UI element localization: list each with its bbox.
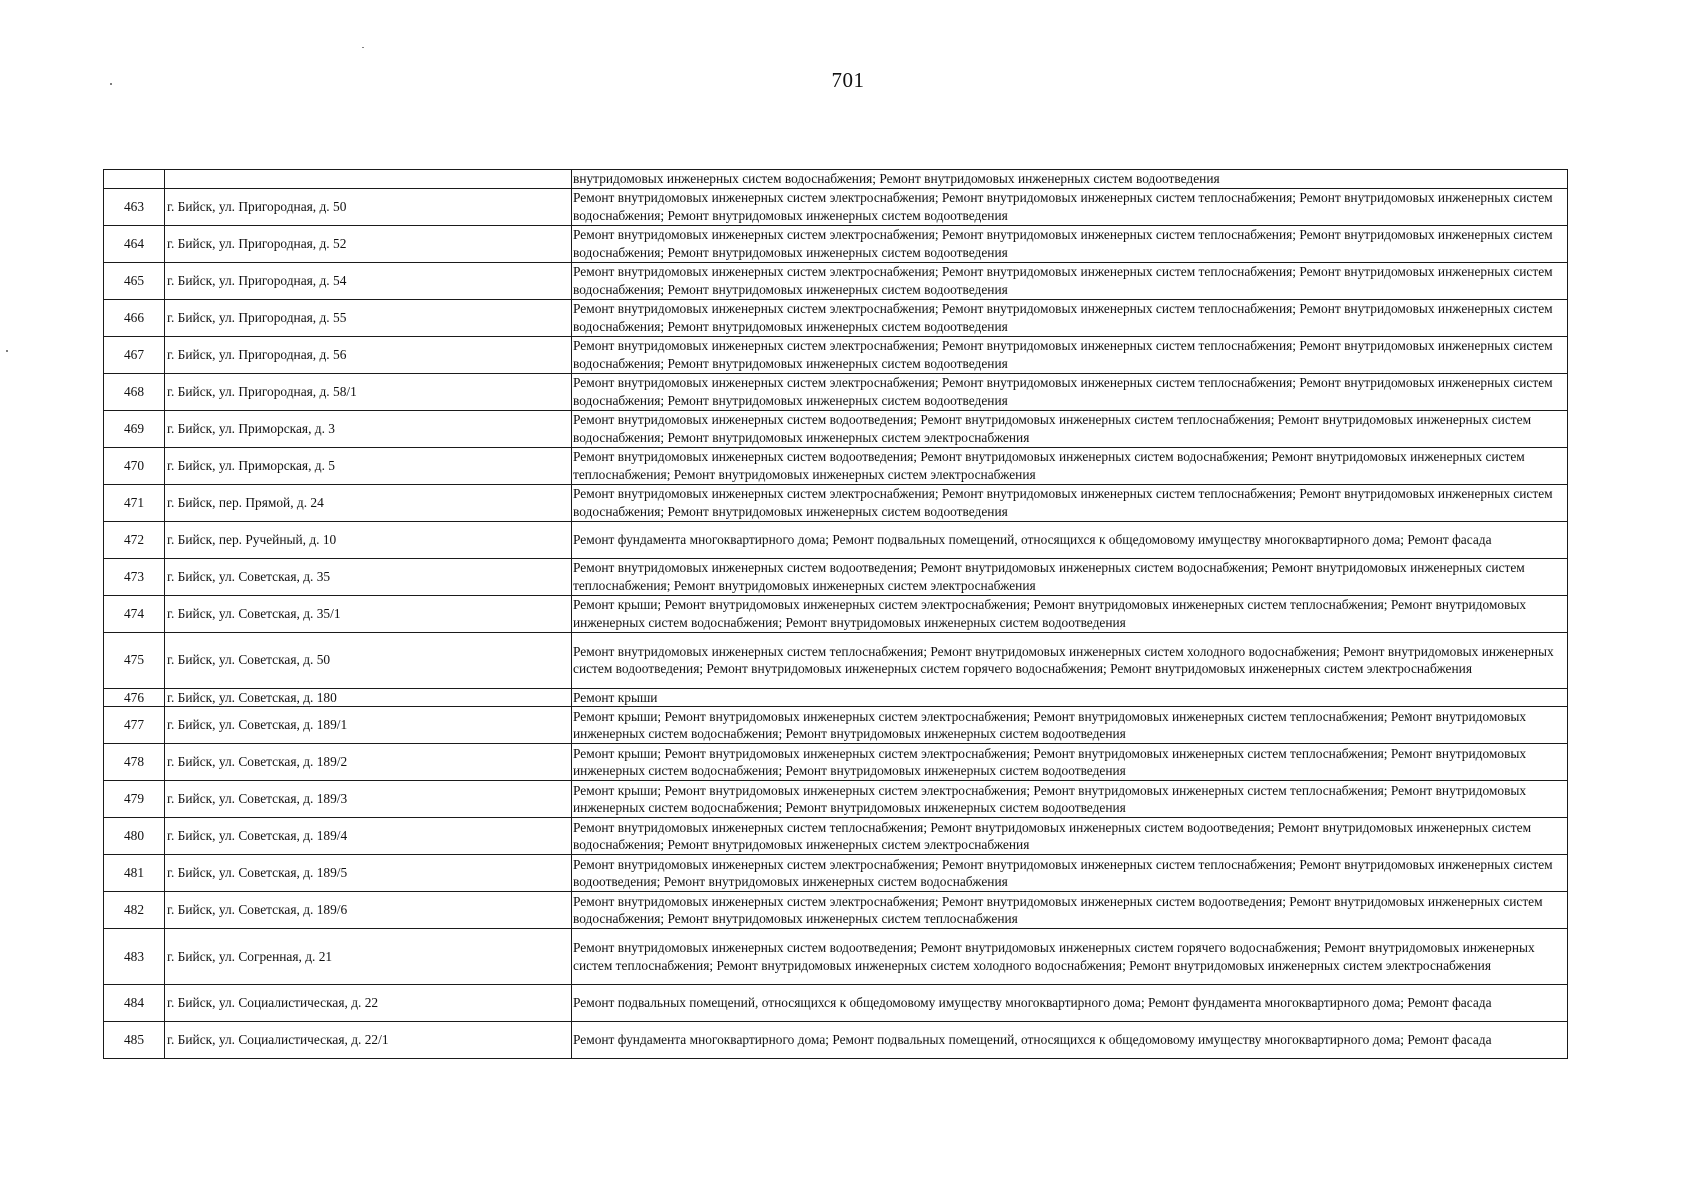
address-cell: г. Бийск, ул. Советская, д. 35 [165,558,572,595]
table-row [104,855,1568,892]
repair-works-cell: Ремонт внутридомовых инженерных систем теплоснабжения; Ремонт внутридомовых инженерных систем водоотведения; Ремонт внутридомовых инженерных систем водоснабжения; Ремонт внутридомовых инженерных систем электроснабжения [572,818,1568,855]
table-row [104,818,1568,855]
row-number-cell: 468 [104,373,165,410]
scan-speck [6,350,8,352]
table-row [104,188,1568,225]
housing-repair-table [103,169,1568,1059]
row-number-cell: 483 [104,929,165,985]
table-row [104,595,1568,632]
table-row [104,707,1568,744]
repair-works-cell: Ремонт фундамента многоквартирного дома; Ремонт подвальных помещений, относящихся к общедомовому имуществу многоквартирного дома; Ремонт фасада [572,521,1568,558]
repair-works-cell: Ремонт внутридомовых инженерных систем водоотведения; Ремонт внутридомовых инженерных систем водоснабжения; Ремонт внутридомовых инженерных систем теплоснабжения; Ремонт внутридомовых инженерных систем электроснабжения [572,447,1568,484]
row-number-cell: 470 [104,447,165,484]
address-cell: г. Бийск, ул. Советская, д. 50 [165,632,572,688]
table-row [104,688,1568,707]
address-cell: г. Бийск, ул. Пригородная, д. 55 [165,299,572,336]
table-row [104,929,1568,985]
repair-works-cell: Ремонт подвальных помещений, относящихся к общедомовому имуществу многоквартирного дома; Ремонт фундамента многоквартирного дома; Ремонт фасада [572,985,1568,1022]
repair-works-cell: Ремонт внутридомовых инженерных систем электроснабжения; Ремонт внутридомовых инженерных систем теплоснабжения; Ремонт внутридомовых инженерных систем водоснабжения; Ремонт внутридомовых инженерных систем водоотведения [572,299,1568,336]
row-number-cell: 481 [104,855,165,892]
address-cell: г. Бийск, ул. Пригородная, д. 56 [165,336,572,373]
address-cell: г. Бийск, пер. Прямой, д. 24 [165,484,572,521]
repair-works-cell: Ремонт внутридомовых инженерных систем водоотведения; Ремонт внутридомовых инженерных систем водоснабжения; Ремонт внутридомовых инженерных систем теплоснабжения; Ремонт внутридомовых инженерных систем электроснабжения [572,558,1568,595]
address-cell: г. Бийск, ул. Советская, д. 35/1 [165,595,572,632]
row-number-cell [104,170,165,189]
repair-works-cell: Ремонт внутридомовых инженерных систем электроснабжения; Ремонт внутридомовых инженерных систем теплоснабжения; Ремонт внутридомовых инженерных систем водоотведения; Ремонт внутридомовых инженерных систем водоснабжения [572,855,1568,892]
repair-works-cell: Ремонт фундамента многоквартирного дома; Ремонт подвальных помещений, относящихся к общедомовому имуществу многоквартирного дома; Ремонт фасада [572,1022,1568,1059]
row-number-cell: 485 [104,1022,165,1059]
address-cell: г. Бийск, ул. Советская, д. 189/2 [165,744,572,781]
address-cell: г. Бийск, ул. Советская, д. 189/6 [165,892,572,929]
table-row [104,1022,1568,1059]
address-cell: г. Бийск, ул. Советская, д. 189/5 [165,855,572,892]
row-number-cell: 475 [104,632,165,688]
address-cell: г. Бийск, ул. Пригородная, д. 54 [165,262,572,299]
row-number-cell: 474 [104,595,165,632]
table-row [104,521,1568,558]
repair-works-cell: Ремонт внутридомовых инженерных систем электроснабжения; Ремонт внутридомовых инженерных систем теплоснабжения; Ремонт внутридомовых инженерных систем водоснабжения; Ремонт внутридомовых инженерных систем водоотведения [572,225,1568,262]
row-number-cell: 464 [104,225,165,262]
scan-speck [110,83,112,85]
repair-works-cell: Ремонт внутридомовых инженерных систем теплоснабжения; Ремонт внутридомовых инженерных систем холодного водоснабжения; Ремонт внутридомовых инженерных систем водоотведения; Ремонт внутридомовых инженерных систем горячего водоснабжения; Ремонт внутридомовых инженерных систем электроснабжения [572,632,1568,688]
repair-works-cell: Ремонт внутридомовых инженерных систем электроснабжения; Ремонт внутридомовых инженерных систем водоотведения; Ремонт внутридомовых инженерных систем водоснабжения; Ремонт внутридомовых инженерных систем теплоснабжения [572,892,1568,929]
table-row [104,892,1568,929]
row-number-cell: 473 [104,558,165,595]
address-cell: г. Бийск, ул. Приморская, д. 3 [165,410,572,447]
table-row [104,336,1568,373]
row-number-cell: 484 [104,985,165,1022]
address-cell: г. Бийск, ул. Социалистическая, д. 22/1 [165,1022,572,1059]
row-number-cell: 472 [104,521,165,558]
row-number-cell: 479 [104,781,165,818]
address-cell: г. Бийск, ул. Пригородная, д. 58/1 [165,373,572,410]
repair-works-cell: Ремонт внутридомовых инженерных систем водоотведения; Ремонт внутридомовых инженерных систем теплоснабжения; Ремонт внутридомовых инженерных систем водоснабжения; Ремонт внутридомовых инженерных систем электроснабжения [572,410,1568,447]
address-cell: г. Бийск, пер. Ручейный, д. 10 [165,521,572,558]
address-cell: г. Бийск, ул. Приморская, д. 5 [165,447,572,484]
table-row [104,410,1568,447]
address-cell [165,170,572,189]
page-number: 701 [831,68,865,92]
repair-works-cell: внутридомовых инженерных систем водоснабжения; Ремонт внутридомовых инженерных систем водоотведения [572,170,1568,189]
table-row [104,225,1568,262]
row-number-cell: 466 [104,299,165,336]
table-row [104,484,1568,521]
address-cell: г. Бийск, ул. Пригородная, д. 52 [165,225,572,262]
row-number-cell: 465 [104,262,165,299]
row-number-cell: 463 [104,188,165,225]
repair-works-cell: Ремонт внутридомовых инженерных систем электроснабжения; Ремонт внутридомовых инженерных систем теплоснабжения; Ремонт внутридомовых инженерных систем водоснабжения; Ремонт внутридомовых инженерных систем водоотведения [572,336,1568,373]
table-row [104,262,1568,299]
repair-works-cell: Ремонт внутридомовых инженерных систем водоотведения; Ремонт внутридомовых инженерных систем горячего водоснабжения; Ремонт внутридомовых инженерных систем теплоснабжения; Ремонт внутридомовых инженерных систем холодного водоснабжения; Ремонт внутридомовых инженерных систем электроснабжения [572,929,1568,985]
address-cell: г. Бийск, ул. Социалистическая, д. 22 [165,985,572,1022]
address-cell: г. Бийск, ул. Советская, д. 180 [165,688,572,707]
table-row [104,781,1568,818]
table-row [104,447,1568,484]
address-cell: г. Бийск, ул. Советская, д. 189/1 [165,707,572,744]
table-row [104,299,1568,336]
table-row [104,632,1568,688]
row-number-cell: 476 [104,688,165,707]
repair-works-cell: Ремонт внутридомовых инженерных систем электроснабжения; Ремонт внутридомовых инженерных систем теплоснабжения; Ремонт внутридомовых инженерных систем водоснабжения; Ремонт внутридомовых инженерных систем водоотведения [572,188,1568,225]
scan-speck [362,47,364,48]
row-number-cell: 478 [104,744,165,781]
row-number-cell: 469 [104,410,165,447]
address-cell: г. Бийск, ул. Советская, д. 189/4 [165,818,572,855]
table-row [104,744,1568,781]
table-row [104,170,1568,189]
repair-works-cell: Ремонт крыши; Ремонт внутридомовых инженерных систем электроснабжения; Ремонт внутридомовых инженерных систем теплоснабжения; Ремонт внутридомовых инженерных систем водоснабжения; Ремонт внутридомовых инженерных систем водоотведения [572,744,1568,781]
row-number-cell: 480 [104,818,165,855]
table-row [104,558,1568,595]
table-row [104,373,1568,410]
address-cell: г. Бийск, ул. Согренная, д. 21 [165,929,572,985]
row-number-cell: 477 [104,707,165,744]
repair-works-cell: Ремонт крыши; Ремонт внутридомовых инженерных систем электроснабжения; Ремонт внутридомовых инженерных систем теплоснабжения; Ремонт внутридомовых инженерных систем водоснабжения; Ремонт внутридомовых инженерных систем водоотведения [572,707,1568,744]
repair-works-cell: Ремонт крыши [572,688,1568,707]
table-row [104,985,1568,1022]
address-cell: г. Бийск, ул. Пригородная, д. 50 [165,188,572,225]
repair-works-cell: Ремонт внутридомовых инженерных систем электроснабжения; Ремонт внутридомовых инженерных систем теплоснабжения; Ремонт внутридомовых инженерных систем водоснабжения; Ремонт внутридомовых инженерных систем водоотведения [572,484,1568,521]
repair-works-cell: Ремонт крыши; Ремонт внутридомовых инженерных систем электроснабжения; Ремонт внутридомовых инженерных систем теплоснабжения; Ремонт внутридомовых инженерных систем водоснабжения; Ремонт внутридомовых инженерных систем водоотведения [572,781,1568,818]
address-cell: г. Бийск, ул. Советская, д. 189/3 [165,781,572,818]
row-number-cell: 482 [104,892,165,929]
row-number-cell: 467 [104,336,165,373]
repair-works-cell: Ремонт внутридомовых инженерных систем электроснабжения; Ремонт внутридомовых инженерных систем теплоснабжения; Ремонт внутридомовых инженерных систем водоснабжения; Ремонт внутридомовых инженерных систем водоотведения [572,262,1568,299]
repair-works-cell: Ремонт крыши; Ремонт внутридомовых инженерных систем электроснабжения; Ремонт внутридомовых инженерных систем теплоснабжения; Ремонт внутридомовых инженерных систем водоснабжения; Ремонт внутридомовых инженерных систем водоотведения [572,595,1568,632]
row-number-cell: 471 [104,484,165,521]
repair-works-cell: Ремонт внутридомовых инженерных систем электроснабжения; Ремонт внутридомовых инженерных систем теплоснабжения; Ремонт внутридомовых инженерных систем водоснабжения; Ремонт внутридомовых инженерных систем водоотведения [572,373,1568,410]
